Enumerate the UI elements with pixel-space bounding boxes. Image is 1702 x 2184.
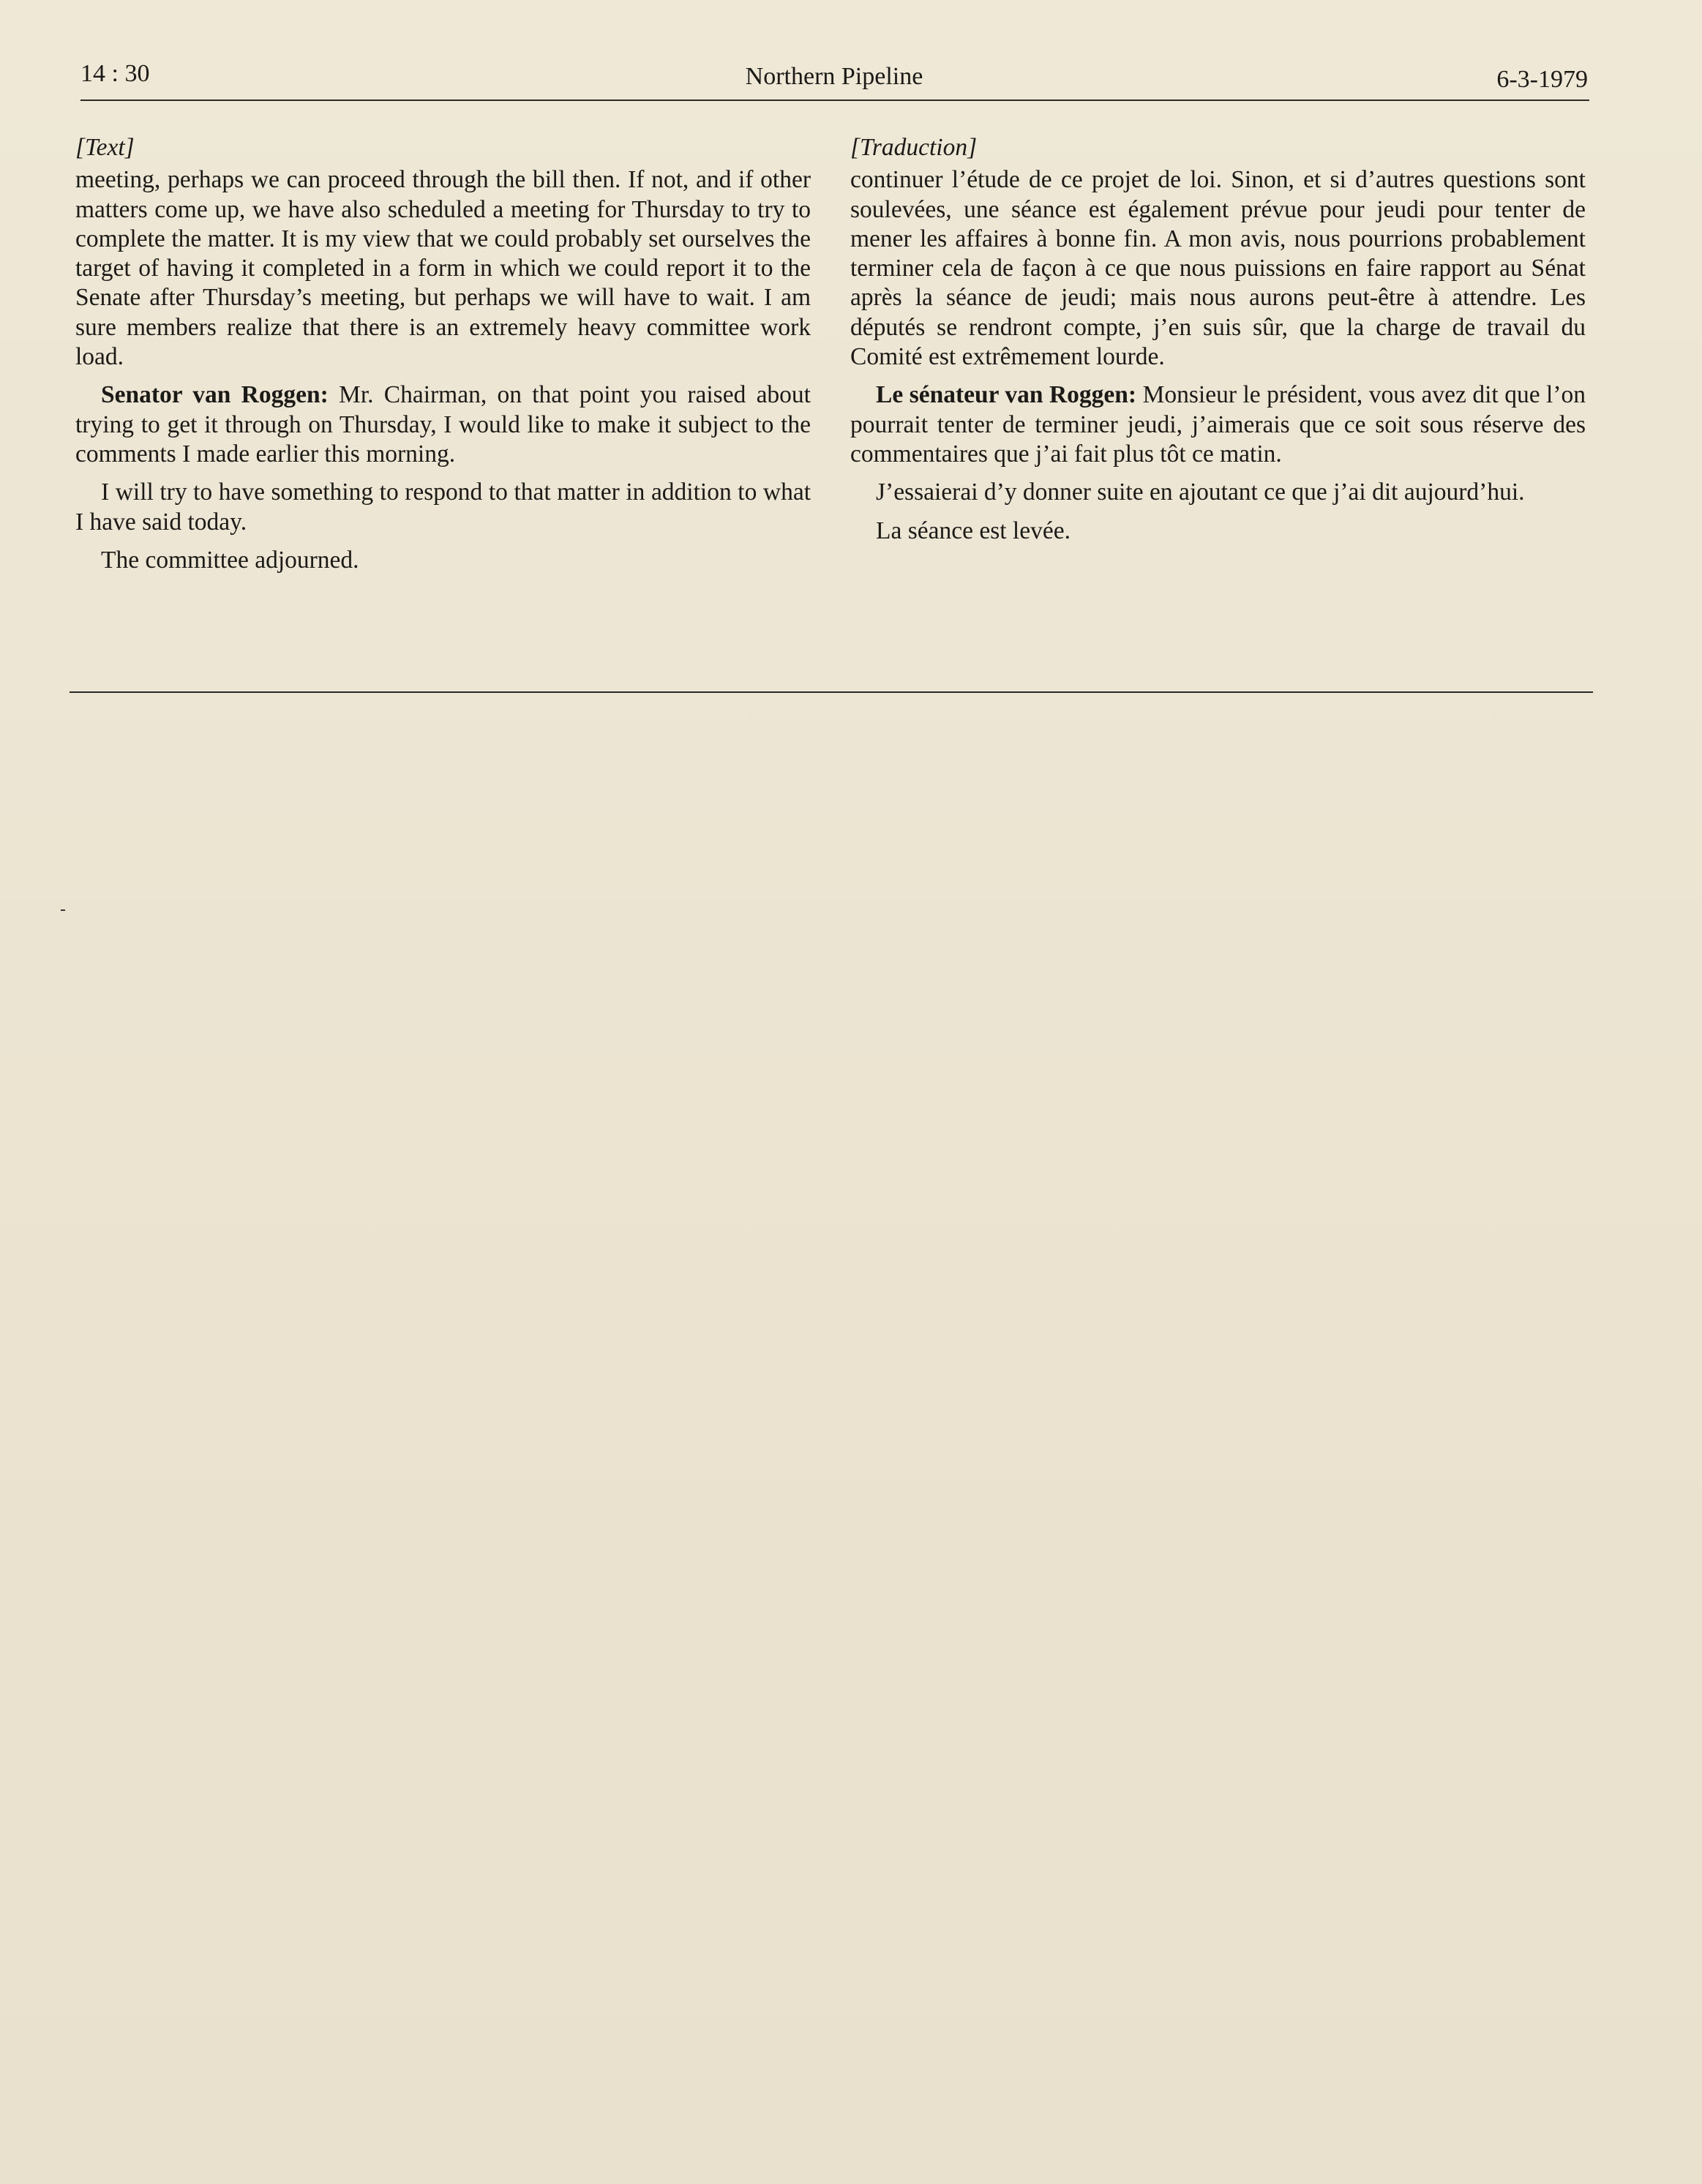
- section-tag-traduction: [Traduction]: [850, 134, 978, 161]
- paragraph-text: Mr. Chairman, on that point you raised about trying to get it through on Thursday, I would like to make it subject to the comments I made earlier this morning.: [75, 381, 811, 468]
- paragraph-text: J’essaierai d’y donner suite en ajoutant ce que j’ai dit aujourd’hui.: [876, 479, 1525, 506]
- paragraph: [75, 165, 811, 372]
- header-date: 6-3-1979: [1496, 66, 1588, 93]
- running-header: [80, 60, 1588, 101]
- paragraph: [75, 478, 811, 537]
- speaker-name: Senator van Roggen:: [101, 381, 329, 409]
- paragraph-text: meeting, perhaps we can proceed through the bill then. If not, and if other matters come up, we have also scheduled a meeting for Thursday to try to complete the matter. It is my view that we could probably set ourselves the target of having it completed in a form in which we could report it to the Senate after Thursday’s meeting, but perhaps we will have to wait. I am sure members realize that there is an extremely heavy committee work load.: [75, 166, 811, 371]
- paragraph: [850, 380, 1586, 469]
- paragraph: [75, 380, 811, 469]
- paragraph: [850, 165, 1586, 372]
- page-number: 14 : 30: [80, 60, 150, 87]
- end-rule: [70, 691, 1593, 693]
- english-column: [75, 133, 811, 575]
- header-rule: [80, 100, 1589, 101]
- paragraph: [850, 517, 1586, 546]
- french-column: [850, 133, 1586, 546]
- speaker-name: Le sénateur van Roggen:: [876, 381, 1137, 409]
- running-title: Northern Pipeline: [745, 63, 923, 90]
- paragraph-text: I will try to have something to respond to that matter in addition to what I have said today.: [75, 479, 811, 536]
- adjournment-note: La séance est levée.: [876, 517, 1071, 544]
- bleed-through-right: [867, 790, 1592, 1829]
- bleed-through-left: [146, 702, 849, 2136]
- paragraph-text: continuer l’étude de ce projet de loi. Sinon, et si d’autres questions sont soulevées, une séance est également prévue pour jeudi pour tenter de mener les affaires à bonne fin. A mon avis, nous pourrions probablement terminer cela de façon à ce que nous puissions en faire rapport au Sénat après la séance de jeudi; mais nous aurons peut-être à attendre. Les députés se rendront compte, j’en suis sûr, que la charge de travail du Comité est extrêmement lourde.: [850, 166, 1586, 371]
- paragraph: [850, 478, 1586, 507]
- section-tag-text: [Text]: [75, 134, 135, 161]
- paragraph: [75, 546, 811, 575]
- paragraph-text: Monsieur le président, vous avez dit que l’on pourrait tenter de terminer jeudi, j’aimerais que ce soit sous réserve des commentaires que j’ai fait plus tôt ce matin.: [850, 381, 1586, 468]
- adjournment-note: The committee adjourned.: [101, 546, 359, 574]
- stray-mark: [61, 909, 65, 911]
